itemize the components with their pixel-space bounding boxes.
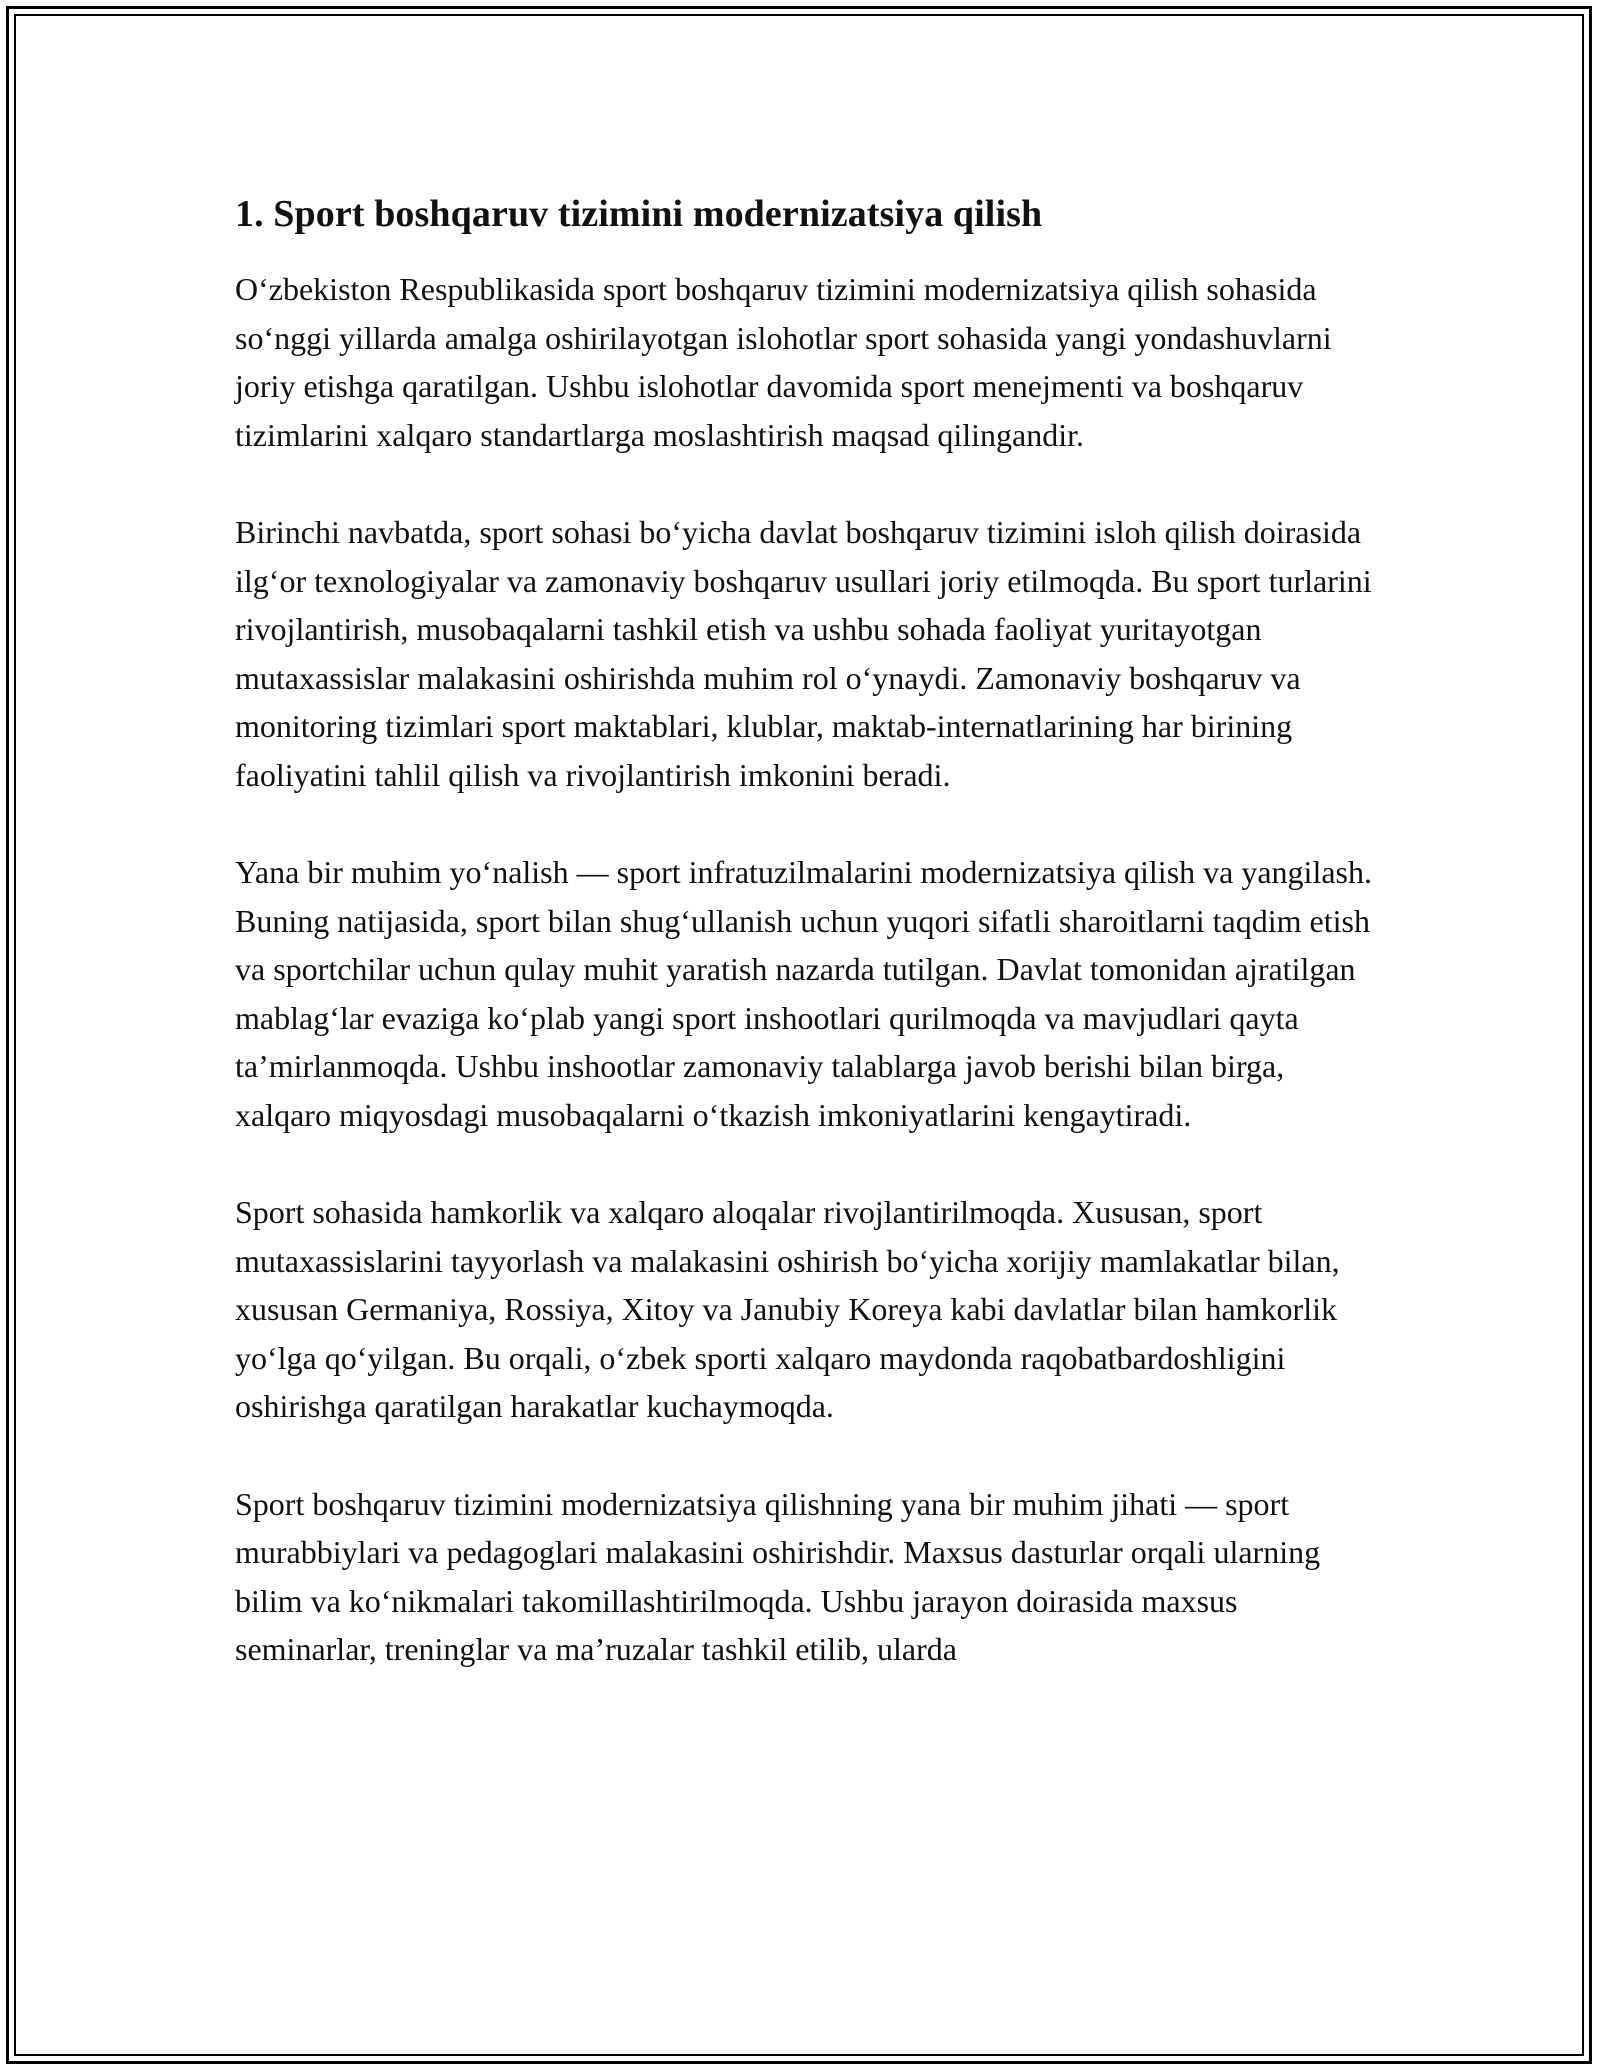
paragraph-4: Sport sohasida hamkorlik va xalqaro aloqalar rivojlantirilmoqda. Xususan, sport mutaxassislarini tayyorlash va malakasini oshirish bo‘yicha xorijiy mamlakatlar bilan, xususan Germaniya, Rossiya, Xitoy va Janubiy Koreya kabi davlatlar bilan hamkorlik yo‘lga qo‘yilgan. Bu orqali, o‘zbek sporti xalqaro maydonda raqobatbardoshligini oshirishga qaratilgan harakatlar kuchaymoqda. (235, 1194, 1340, 1424)
paragraph-5: Sport boshqaruv tizimini modernizatsiya qilishning yana bir muhim jihati — sport murabbiylari va pedagoglari malakasini oshirishdir. Maxsus dasturlar orqali ularning bilim va ko‘nikmalari takomillashtirilmoqda. Ushbu jarayon doirasida maxsus seminarlar, treninglar va ma’ruzalar tashkil etilib, ularda (235, 1485, 1321, 1667)
paragraph-1: O‘zbekiston Respublikasida sport boshqaruv tizimini modernizatsiya qilish sohasida so‘nggi yillarda amalga oshirilayotgan islohotlar sport sohasida yangi yondashuvlarni joriy etishga qaratilgan. Ushbu islohotlar davomida sport menejmenti va boshqaruv tizimlarini xalqaro standartlarga moslashtirish maqsad qilingandir. (235, 271, 1332, 453)
section-heading: 1. Sport boshqaruv tizimini modernizatsiya qilish (235, 193, 1043, 235)
paragraph-2: Birinchi navbatda, sport sohasi bo‘yicha davlat boshqaruv tizimini isloh qilish doirasida ilg‘or texnologiyalar va zamonaviy boshqaruv usullari joriy etilmoqda. Bu sport turlarini rivojlantirish, musobaqalarni tashkil etish va ushbu sohada faoliyat yuritayotgan mutaxassislar malakasini oshirishda muhim rol o‘ynaydi. Zamonaviy boshqaruv va monitoring tizimlari sport maktablari, klublar, maktab-internatlarining har birining faoliyatini tahlil qilish va rivojlantirish imkonini beradi. (235, 514, 1372, 793)
paragraph-3: Yana bir muhim yo‘nalish — sport infratuzilmalarini modernizatsiya qilish va yangilash. Buning natijasida, sport bilan shug‘ullanish uchun yuqori sifatli sharoitlarni taqdim etish va sportchilar uchun qulay muhit yaratish nazarda tutilgan. Davlat tomonidan ajratilgan mablag‘lar evaziga ko‘plab yangi sport inshootlari qurilmoqda va mavjudlari qayta ta’mirlanmoqda. Ushbu inshootlar zamonaviy talablarga javob berishi bilan birga, xalqaro miqyosdagi musobaqalarni o‘tkazish imkoniyatlarini kengaytiradi. (235, 854, 1372, 1133)
document-body (235, 188, 1385, 1723)
